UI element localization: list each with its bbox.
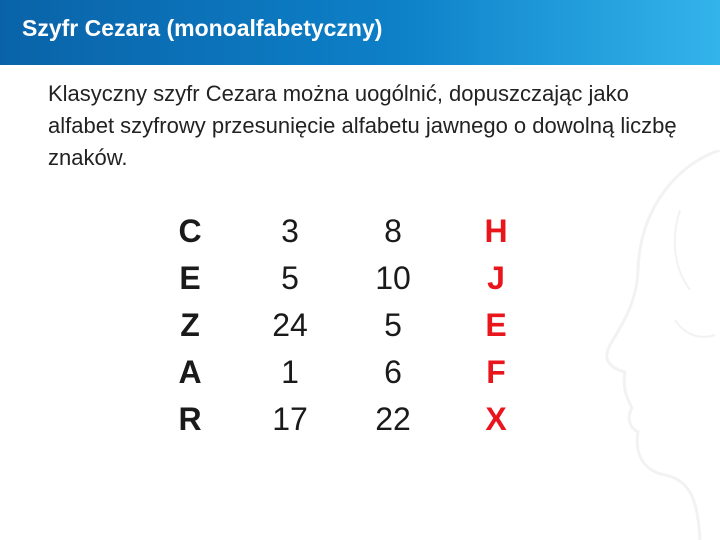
cipher-number-cell: 6 <box>384 354 402 390</box>
cipher-letter-cell: H <box>484 213 508 249</box>
cipher-letter-cell: F <box>486 354 506 390</box>
plain-letter-cell: E <box>179 260 201 296</box>
plain-number-cell: 24 <box>272 307 308 343</box>
title-bar <box>0 0 720 65</box>
cipher-letter-cell: X <box>485 401 507 437</box>
plain-number-cell: 5 <box>281 260 299 296</box>
cipher-number-cell: 10 <box>375 260 411 296</box>
plain-number-cell: 17 <box>272 401 308 437</box>
cipher-letter-cell: E <box>485 307 507 343</box>
intro-paragraph: Klasyczny szyfr Cezara można uogólnić, dopuszczając jako alfabet szyfrowy przesunięcie alfabetu jawnego o dowolną liczbę znaków. <box>48 81 677 170</box>
plain-letter-cell: R <box>178 401 202 437</box>
plain-letter-cell: A <box>178 354 202 390</box>
plain-letters-column <box>140 208 240 443</box>
cipher-letters-column <box>446 208 546 443</box>
cipher-number-cell: 5 <box>384 307 402 343</box>
plain-letter-cell: C <box>178 213 202 249</box>
cipher-numbers-column <box>343 208 443 443</box>
head-profile-watermark-icon <box>580 150 720 540</box>
cipher-number-cell: 8 <box>384 213 402 249</box>
plain-letter-cell: Z <box>180 307 200 343</box>
plain-number-cell: 1 <box>281 354 299 390</box>
plain-number-cell: 3 <box>281 213 299 249</box>
cipher-number-cell: 22 <box>375 401 411 437</box>
plain-numbers-column <box>240 208 340 443</box>
slide-title: Szyfr Cezara (monoalfabetyczny) <box>22 15 383 41</box>
cipher-letter-cell: J <box>487 260 505 296</box>
